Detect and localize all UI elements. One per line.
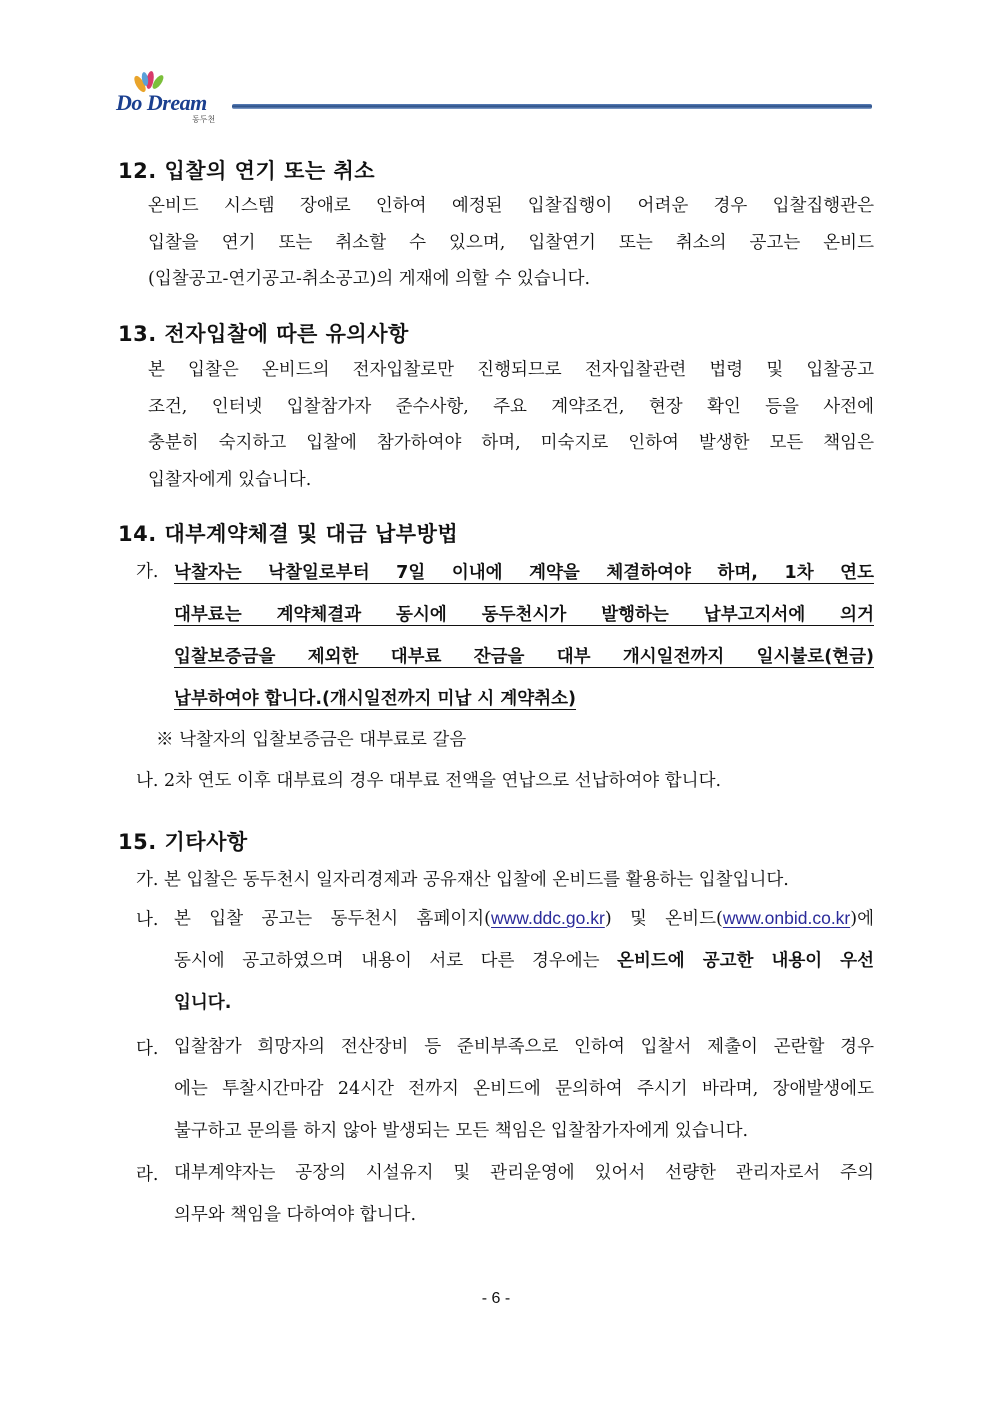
section-13-title: 13. 전자입찰에 따른 유의사항 xyxy=(118,322,409,346)
text-line: 대부계약자는 공장의 시설유지 및 관리운영에 있어서 선량한 관리자로서 주의 xyxy=(174,1163,874,1183)
item-label: 다. xyxy=(136,1039,159,1059)
header-rule xyxy=(232,104,872,109)
text-line: 입니다. xyxy=(174,993,232,1013)
section-15-item-na xyxy=(0,906,992,1036)
text-fragment: 동시에 공고하였으며 내용이 서로 다른 경우에는 xyxy=(174,951,618,971)
text-line xyxy=(174,678,874,720)
logo-text: Do Dream xyxy=(116,90,207,115)
text-line: (입찰공고-연기공고-취소공고)의 게재에 의할 수 있습니다. xyxy=(148,269,591,289)
text-line: 본 입찰은 온비드의 전자입찰로만 진행되므로 전자입찰관련 법령 및 입찰공고 xyxy=(148,360,874,380)
text-line xyxy=(174,940,874,982)
logo-subtext: 동두천 xyxy=(192,115,216,124)
text-line: 충분히 숙지하고 입찰에 참가하여야 하며, 미숙지로 인하여 발생한 모든 책임은 xyxy=(148,433,874,453)
text-line xyxy=(174,897,874,940)
text-line: 에는 투찰시간마감 24시간 전까지 온비드에 문의하여 주시기 바라며, 장애발생에도 xyxy=(174,1079,874,1099)
text-line: 의무와 책임을 다하여야 합니다. xyxy=(174,1205,417,1225)
item-body xyxy=(174,1152,874,1236)
ddc-homepage-link[interactable]: www.ddc.go.kr xyxy=(491,908,605,928)
text-fragment: )에 xyxy=(850,909,874,929)
section-14-title: 14. 대부계약체결 및 대금 납부방법 xyxy=(118,522,459,546)
text-line: 불구하고 문의를 하지 않아 발생되는 모든 책임은 입찰참가자에게 있습니다. xyxy=(174,1121,749,1141)
item-body xyxy=(174,552,874,720)
item-body xyxy=(174,1026,874,1152)
item-label: 라. xyxy=(136,1165,159,1185)
section-12-body xyxy=(148,188,874,298)
onbid-link[interactable]: www.onbid.co.kr xyxy=(722,908,851,928)
section-13-body xyxy=(148,352,874,498)
text-line: 대부료는 계약체결과 동시에 동두천시가 발행하는 납부고지서에 의거 xyxy=(174,605,874,625)
text-line: 낙찰자는 낙찰일로부터 7일 이내에 계약을 체결하여야 하며, 1차 연도 xyxy=(174,563,874,583)
page-header xyxy=(112,66,882,126)
section-14-item-ga xyxy=(0,552,992,722)
text-line: 입찰보증금을 제외한 대부료 잔금을 대부 개시일전까지 일시불로(현금) xyxy=(174,647,874,667)
section-15-item-ra xyxy=(0,1161,992,1251)
text-line: 입찰을 연기 또는 취소할 수 있으며, 입찰연기 또는 취소의 공고는 온비드 xyxy=(148,232,874,253)
text-fragment: ) 및 온비드( xyxy=(604,909,723,929)
page-number: - 6 - xyxy=(481,1290,511,1307)
section-12-title: 12. 입찰의 연기 또는 취소 xyxy=(118,159,376,183)
section-15-item-ga: 가. 본 입찰은 동두천시 일자리경제과 공유재산 입찰에 온비드를 활용하는 입찰입니다. xyxy=(136,870,789,890)
section-15-item-da xyxy=(0,1035,992,1165)
item-label: 나. xyxy=(136,910,159,930)
dodream-logo xyxy=(112,66,227,126)
bold-text: 온비드에 공고한 내용이 우선 xyxy=(617,951,874,971)
section-14-note: ※ 낙찰자의 입찰보증금은 대부료로 갈음 xyxy=(156,730,467,750)
text-line: 조건, 인터넷 입찰참가자 준수사항, 주요 계약조건, 현장 확인 등을 사전에 xyxy=(148,396,874,417)
section-15-title: 15. 기타사항 xyxy=(118,830,248,854)
text-fragment: 본 입찰 공고는 동두천시 홈페이지( xyxy=(174,909,492,929)
text-line: 입찰자에게 있습니다. xyxy=(148,469,312,490)
item-label: 가. xyxy=(136,562,159,582)
text-line: 입찰참가 희망자의 전산장비 등 준비부족으로 인하여 입찰서 제출이 곤란할 경우 xyxy=(174,1037,874,1057)
text-line: 온비드 시스템 장애로 인하여 예정된 입찰집행이 어려운 경우 입찰집행관은 xyxy=(148,196,874,216)
section-14-item-na: 나. 2차 연도 이후 대부료의 경우 대부료 전액을 연납으로 선납하여야 합니다. xyxy=(136,771,722,791)
item-body xyxy=(174,897,874,1024)
underlined-bold-text: 납부하여야 합니다.(개시일전까지 미납 시 계약취소) xyxy=(174,689,577,709)
